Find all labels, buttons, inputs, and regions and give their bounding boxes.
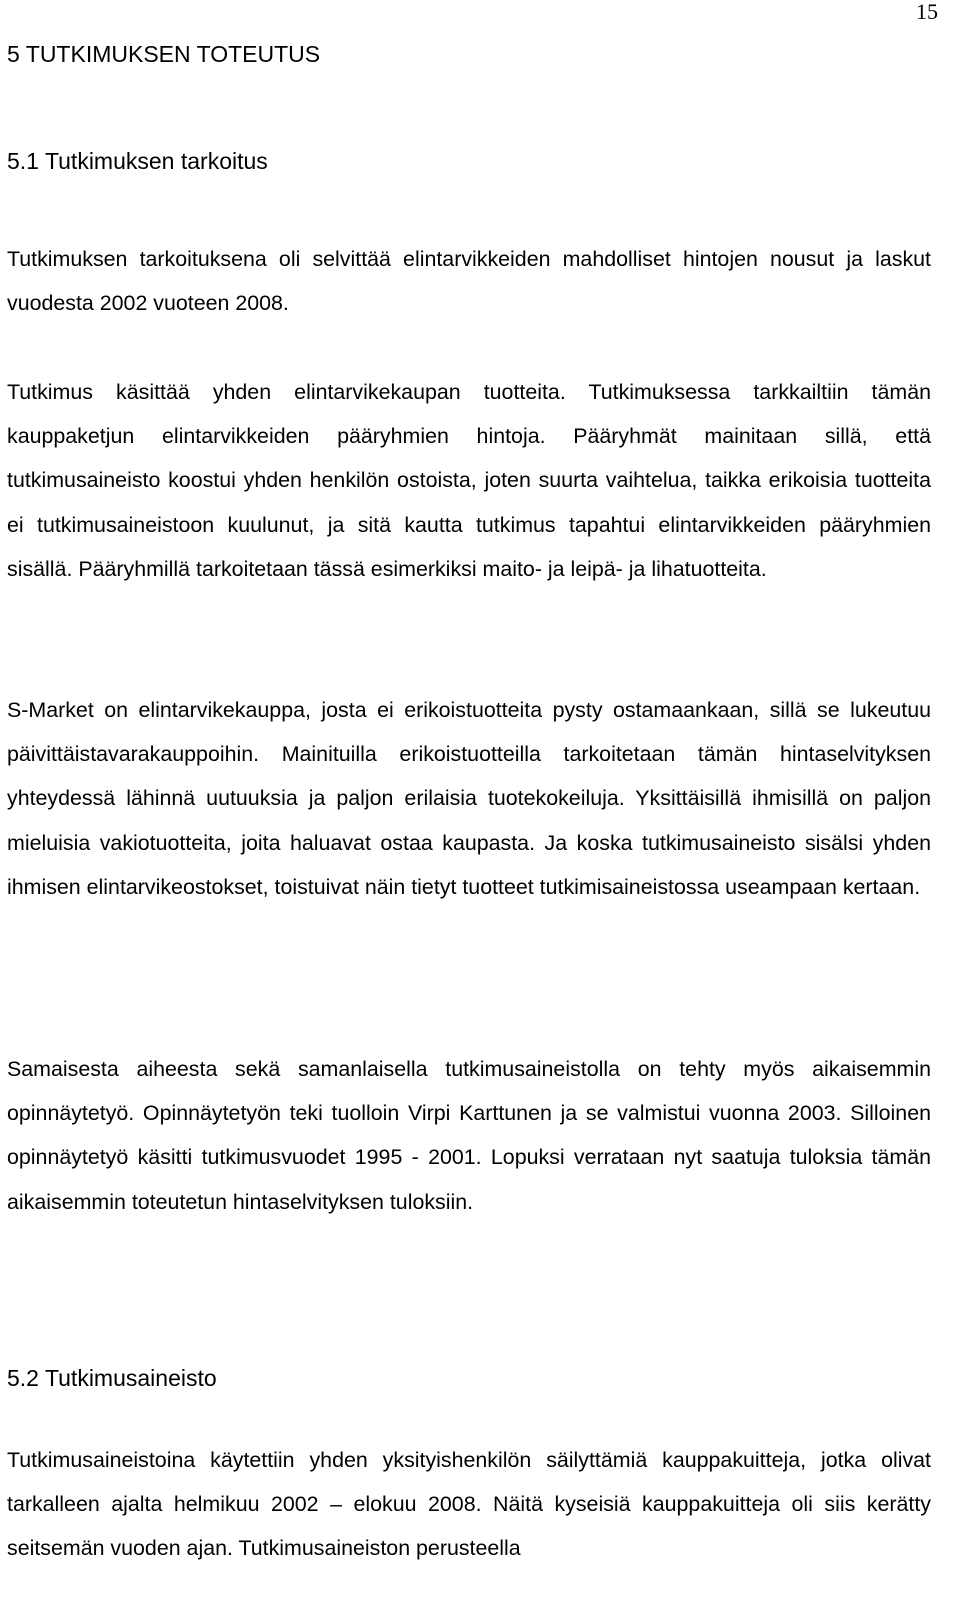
- subsection-heading-purpose: 5.1 Tutkimuksen tarkoitus: [7, 148, 268, 174]
- section-heading: 5 TUTKIMUKSEN TOTEUTUS: [7, 41, 321, 67]
- subsection-heading-material: 5.2 Tutkimusaineisto: [7, 1365, 217, 1391]
- page-number: 15: [916, 0, 938, 24]
- paragraph-previous-thesis: Samaisesta aiheesta sekä samanlaisella tutkimusaineistolla on tehty myös aikaisemmin opinnäytetyö. Opinnäytetyön teki tuolloin Virpi Karttunen ja se valmistui vuonna 2003. Silloinen opinnäytetyö käsitti tutkimusvuodet 1995 - 2001. Lopuksi verrataan nyt saatuja tuloksia tämän aikaisemmin toteutetun hintaselvityksen tuloksiin.: [7, 1057, 931, 1214]
- paragraph-purpose: Tutkimuksen tarkoituksena oli selvittää elintarvikkeiden mahdolliset hintojen nousut ja laskut vuodesta 2002 vuoteen 2008.: [7, 247, 931, 316]
- paragraph-material: Tutkimusaineistoina käytettiin yhden yksityishenkilön säilyttämiä kauppakuitteja, jotka olivat tarkalleen ajalta helmikuu 2002 – elokuu 2008. Näitä kyseisiä kauppakuitteja oli siis kerätty seitsemän vuoden ajan. Tutkimusaineiston perusteella: [7, 1448, 931, 1561]
- paragraph-s-market: S-Market on elintarvikekauppa, josta ei erikoistuotteita pysty ostamaankaan, sillä se lukeutuu päivittäistavarakauppoihin. Mainituilla erikoistuotteilla tarkoitetaan tämän hintaselvityksen yhteydessä lähinnä uutuuksia ja paljon erilaisia tuotekokeiluja. Yksittäisillä ihmisillä on paljon mieluisia vakiotuotteita, joita haluavat ostaa kaupasta. Ja koska tutkimusaineisto sisälsi yhden ihmisen elintarvikeostokset, toistuivat näin tietyt tuotteet tutkimisaineistossa useampaan kertaan.: [7, 698, 931, 899]
- paragraph-scope: Tutkimus käsittää yhden elintarvikekaupan tuotteita. Tutkimuksessa tarkkailtiin tämän kauppaketjun elintarvikkeiden pääryhmien hintoja. Pääryhmät mainitaan sillä, että tutkimusaineisto koostui yhden henkilön ostoista, joten suurta vaihtelua, taikka erikoisia tuotteita ei tutkimusaineistoon kuulunut, ja sitä kautta tutkimus tapahtui elintarvikkeiden pääryhmien sisällä. Pääryhmillä tarkoitetaan tässä esimerkiksi maito- ja leipä- ja lihatuotteita.: [7, 380, 931, 581]
